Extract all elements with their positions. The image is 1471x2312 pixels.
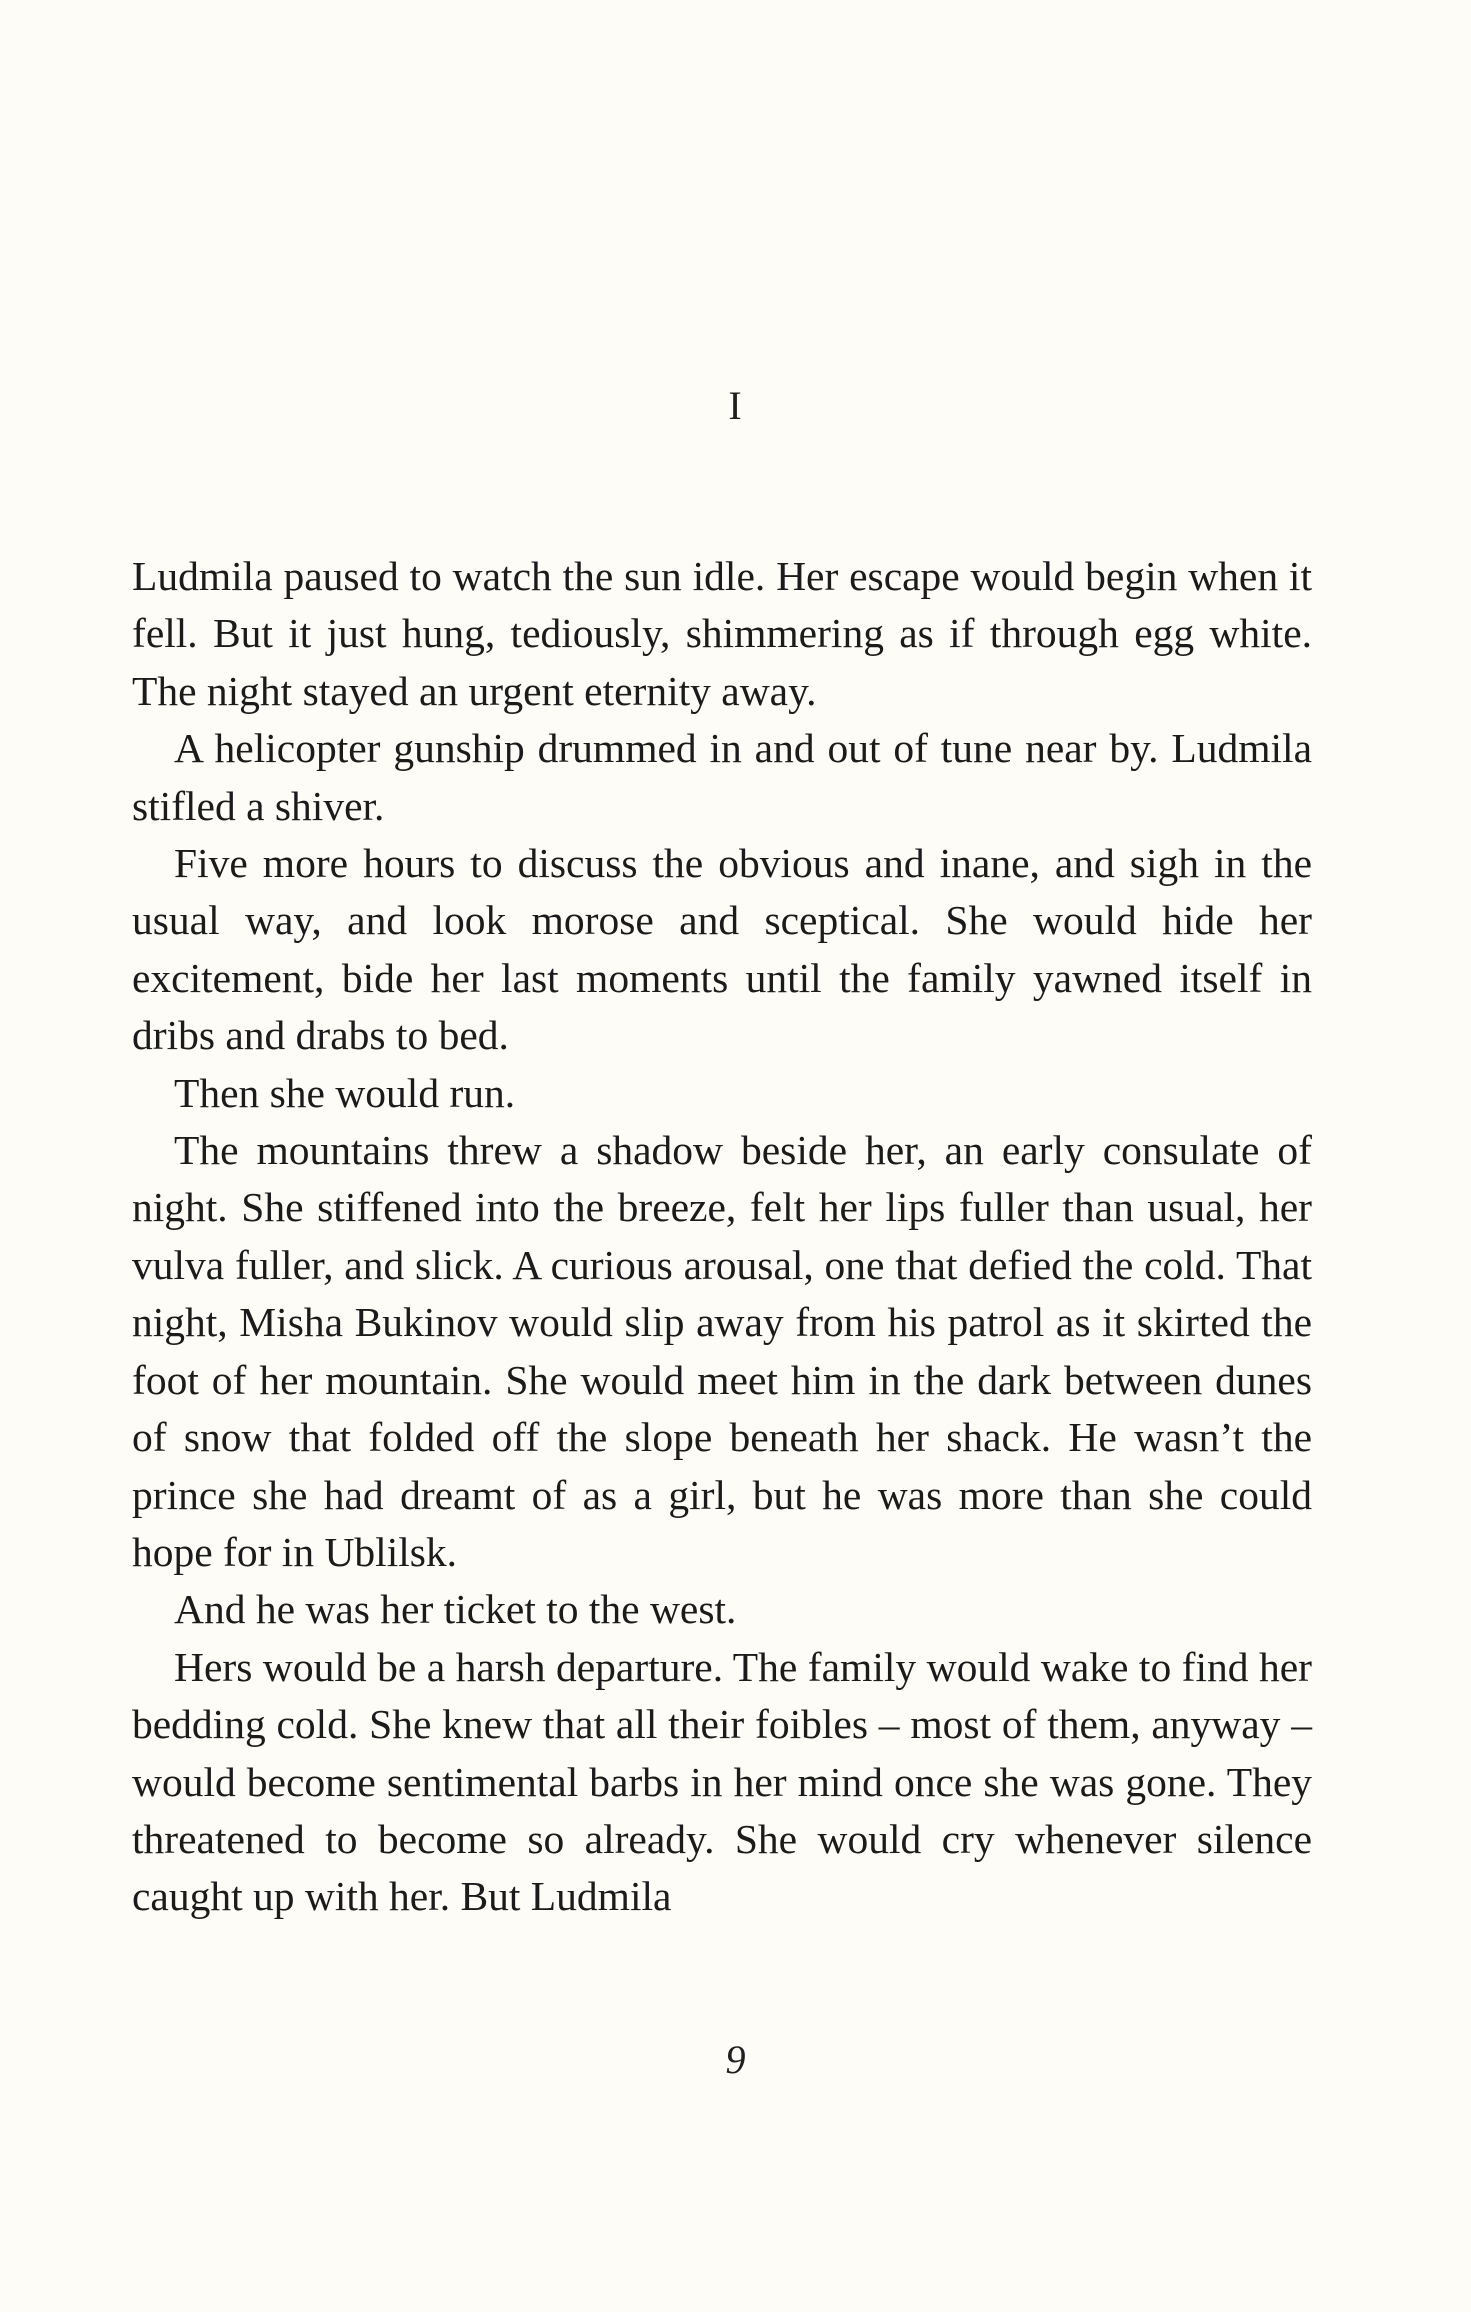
paragraph: And he was her ticket to the west. <box>174 1586 737 1633</box>
paragraph: Then she would run. <box>174 1069 516 1116</box>
paragraph: Ludmila paused to watch the sun idle. Her escape would begin when it fell. But it just hung, tediously, shimmering as if through egg white. The night stayed an urgent eternity away. <box>132 553 1312 714</box>
page-number: 9 <box>725 2037 746 2082</box>
paragraph: Five more hours to discuss the obvious and inane, and sigh in the usual way, and look morose and sceptical. She would hide her excitement, bide her last moments until the family yawned itself in dribs and drabs to bed. <box>132 840 1312 1059</box>
paragraph: Hers would be a harsh departure. The family would wake to find her bedding cold. She knew that all their foibles – most of them, anyway – would become sentimental barbs in her mind once she was gone. They threatened to become so already. She would cry whenever silence caught up with her. But Ludmila <box>132 1643 1312 1920</box>
paragraph: A helicopter gunship drummed in and out of tune near by. Ludmila stifled a shiver. <box>132 725 1312 829</box>
paragraph: The mountains threw a shadow beside her, an early consulate of night. She stiffened into the breeze, felt her lips fuller than usual, her vulva fuller, and slick. A curious arousal, one that defied the cold. That night, Misha Bukinov would slip away from his patrol as it skirted the foot of her mountain. She would meet him in the dark between dunes of snow that folded off the slope beneath her shack. He wasn’t the prince she had dreamt of as a girl, but he was more than she could hope for in Ublilsk. <box>132 1127 1312 1575</box>
chapter-number: I <box>728 383 743 428</box>
body-text <box>132 548 1312 1926</box>
